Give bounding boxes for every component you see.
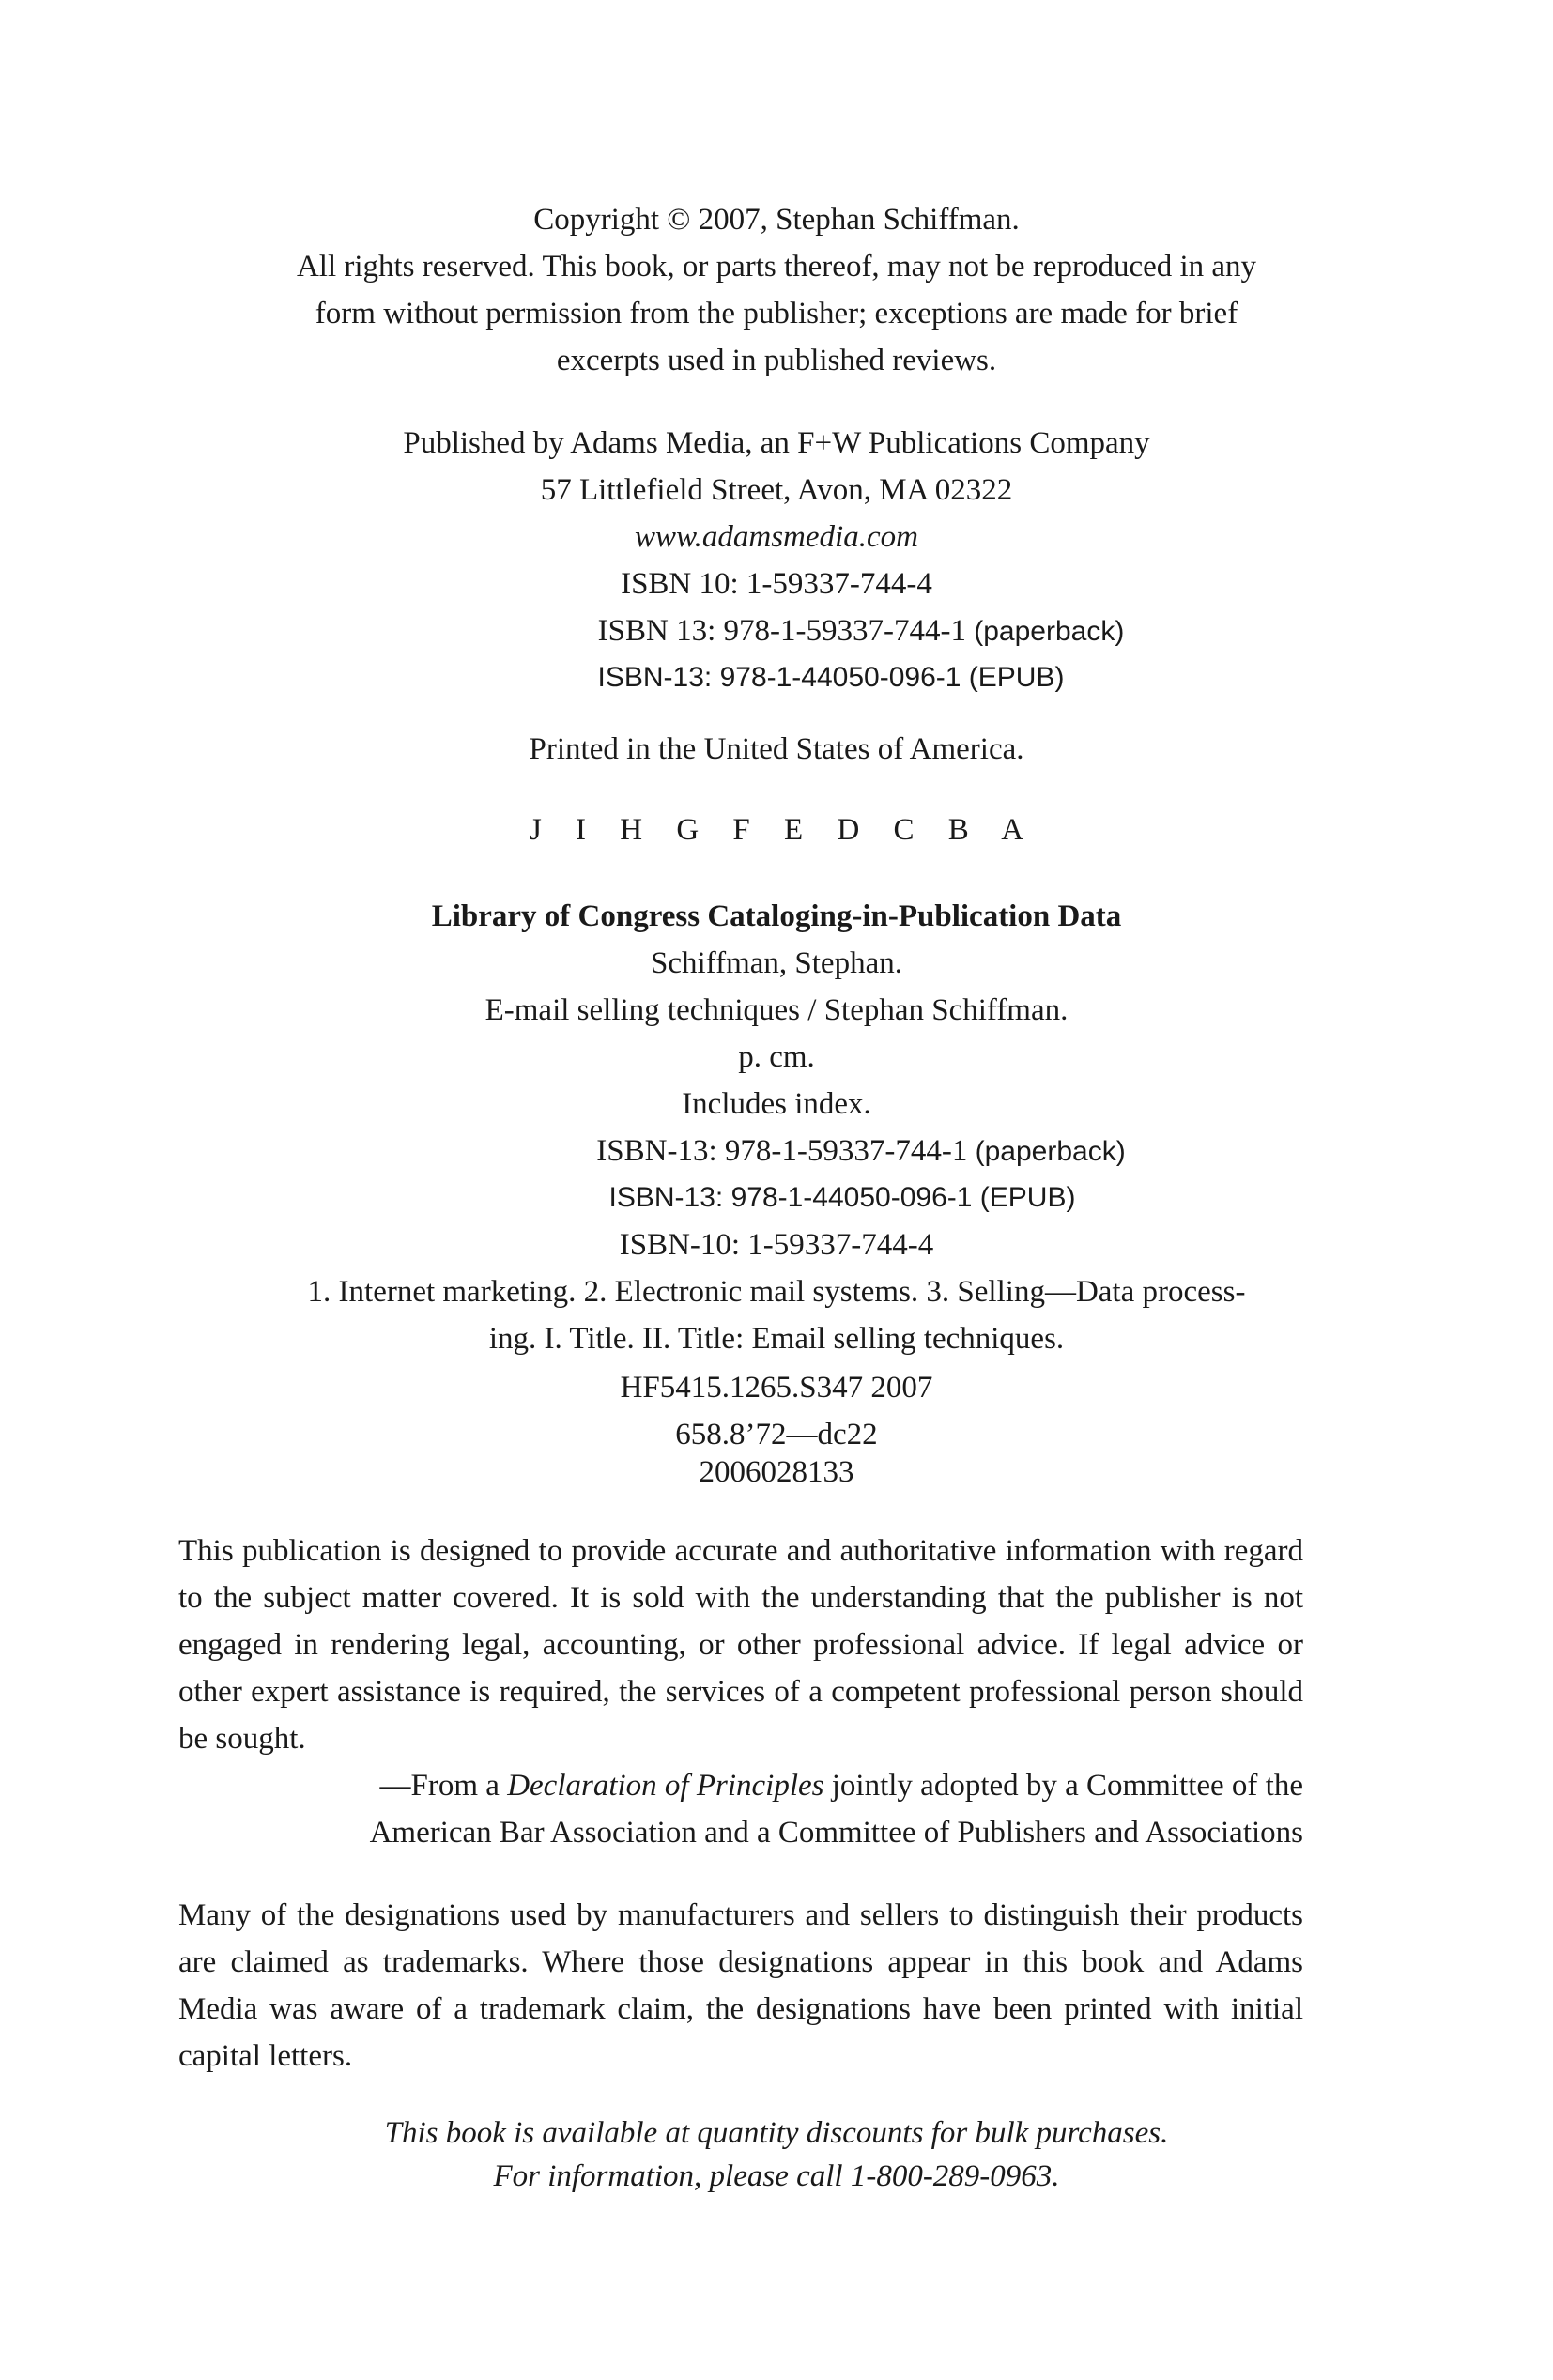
cip-ddc: 658.8’72—dc22 xyxy=(675,1418,878,1451)
cip-lcc: HF5415.1265.S347 2007 xyxy=(620,1371,933,1405)
isbn-13-epub: ISBN-13: 978-1-44050-096-1 (EPUB) xyxy=(597,662,1065,693)
rights-line-2: form without permission from the publisher; exceptions are made for brief xyxy=(315,297,1238,330)
isbn-13-format: (paperback) xyxy=(974,616,1125,647)
rights-line-3: excerpts used in published reviews. xyxy=(556,344,997,377)
trademark-block xyxy=(178,1892,1303,2080)
copyright-line: Copyright © 2007, Stephan Schiffman. xyxy=(533,203,1020,237)
isbn-13-value: ISBN 13: 978-1-59337-744-1 xyxy=(597,614,966,648)
cip-author: Schiffman, Stephan. xyxy=(651,946,902,980)
isbn-13-paperback xyxy=(85,607,1553,655)
disclaimer-block xyxy=(178,1528,1303,1762)
print-line: J I H G F E D C B A xyxy=(529,813,1024,847)
printed-in: Printed in the United States of America. xyxy=(529,732,1024,766)
cip-includes: Includes index. xyxy=(682,1087,871,1121)
cip-isbn-13-epub: ISBN-13: 978-1-44050-096-1 (EPUB) xyxy=(608,1182,1076,1213)
disclaimer-paragraph: This publication is designed to provide accurate and authoritative information with regard to the subject matter covered. It is sold with the understanding that the publisher is not engaged in rendering legal, accounting, or other professional advice. If legal advice or other expert assistance is required, the services of a competent professional person should be sought. xyxy=(178,1534,1303,1756)
attribution-italic: Declaration of Principles xyxy=(507,1769,824,1803)
disclaimer-attribution-line-1 xyxy=(178,1762,1303,1809)
attribution-suffix: jointly adopted by a Committee of the xyxy=(823,1769,1303,1803)
publisher-address: 57 Littlefield Street, Avon, MA 02322 xyxy=(540,473,1013,507)
isbn-10: ISBN 10: 1-59337-744-4 xyxy=(621,567,932,601)
cip-heading: Library of Congress Cataloging-in-Publication Data xyxy=(431,899,1122,933)
cip-lccn: 2006028133 xyxy=(699,1455,854,1489)
trademark-paragraph: Many of the designations used by manufacturers and sellers to distinguish their products are claimed as trademarks. Where those designations appear in this book and Adams Media was aware of a trademark claim, the designations have been printed with initial capital letters. xyxy=(178,1898,1303,2073)
publisher-line: Published by Adams Media, an F+W Publications Company xyxy=(403,426,1150,460)
bulk-line-1: This book is available at quantity discounts for bulk purchases. xyxy=(384,2116,1169,2150)
cip-subjects-line-2: ing. I. Title. II. Title: Email selling techniques. xyxy=(488,1322,1065,1356)
cip-isbn-13-paperback xyxy=(85,1128,1553,1175)
rights-line-1: All rights reserved. This book, or parts thereof, may not be reproduced in any xyxy=(296,250,1257,284)
publisher-website: www.adamsmedia.com xyxy=(635,520,918,554)
cip-subjects-line-1: 1. Internet marketing. 2. Electronic mail systems. 3. Selling—Data process- xyxy=(307,1275,1246,1309)
bulk-line-2: For information, please call 1-800-289-0963. xyxy=(493,2159,1060,2193)
cip-isbn-13-value: ISBN-13: 978-1-59337-744-1 xyxy=(596,1134,968,1168)
cip-title: E-mail selling techniques / Stephan Schiffman. xyxy=(484,993,1069,1027)
cip-isbn-10: ISBN-10: 1-59337-744-4 xyxy=(619,1228,934,1262)
disclaimer-attribution-line-2: American Bar Association and a Committee of Publishers and Associations xyxy=(369,1816,1303,1850)
cip-isbn-13-format: (paperback) xyxy=(975,1136,1126,1167)
cip-pcm: p. cm. xyxy=(738,1040,815,1074)
attribution-prefix: —From a xyxy=(379,1769,508,1803)
